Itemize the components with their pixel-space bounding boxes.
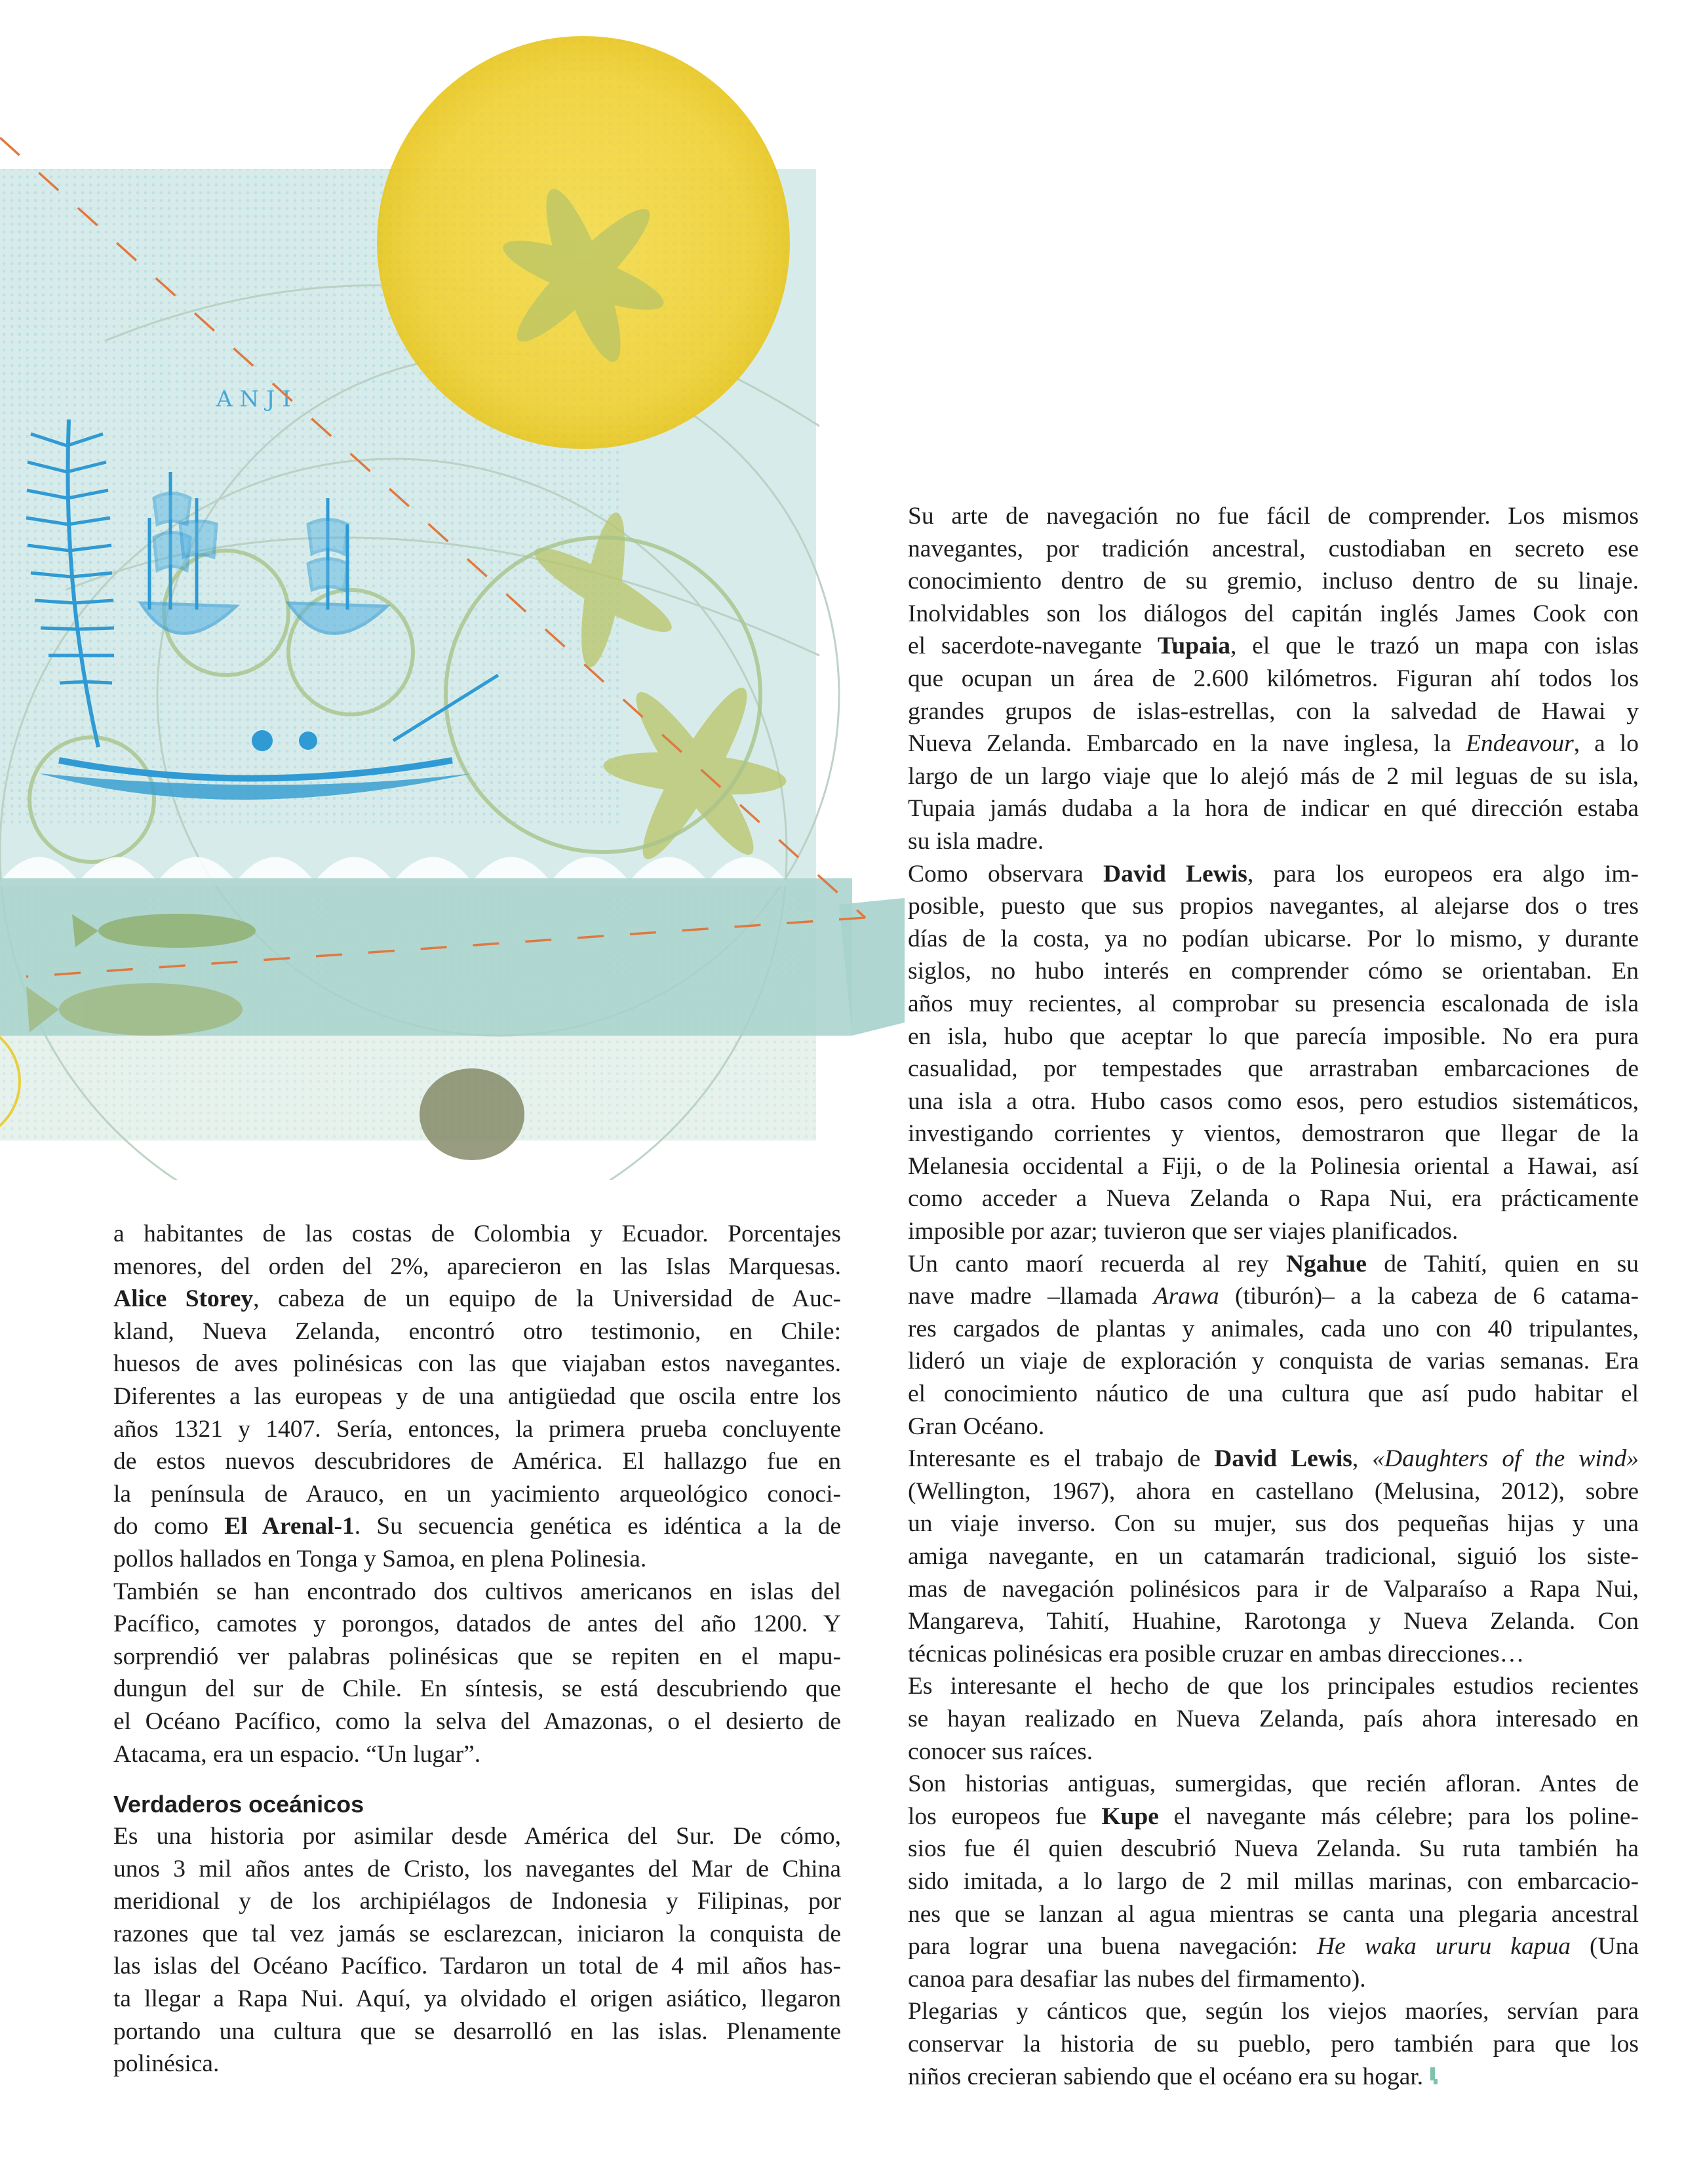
text-line: nave madre –llamada Arawa (tiburón)– a la cabeza de 6 catama- xyxy=(908,1283,1639,1310)
right-column xyxy=(908,500,1639,2093)
text-line: pollos hallados en Tonga y Samoa, en plena Polinesia. xyxy=(113,1545,647,1572)
text-line: para lograr una buena navegación: He waka ururu kapua (Una xyxy=(908,1933,1639,1960)
chant-title: He waka ururu kapua xyxy=(1317,1933,1571,1960)
text-line: niños crecieran sabiendo que el océano era su hogar. xyxy=(908,2061,1639,2094)
text-line: Es una historia por asimilar desde América del Sur. De cómo, xyxy=(113,1823,841,1850)
paragraph-arte-navegacion xyxy=(908,500,1639,858)
person-name: Alice Storey xyxy=(113,1285,254,1313)
text-line: sido imitada, a lo largo de 2 mil millas marinas, con embarcacio- xyxy=(908,1867,1639,1895)
text-line: Es interesante el hecho de que los principales estudios recientes xyxy=(908,1673,1639,1700)
text-line: (Wellington, 1967), ahora en castellano (Melusina, 2012), sobre xyxy=(908,1477,1639,1505)
text-line: años 1321 y 1407. Sería, entonces, la primera prueba concluyente xyxy=(113,1415,841,1443)
book-title: «Daughters of the wind» xyxy=(1372,1445,1639,1473)
text-line: técnicas polinésicas era posible cruzar en ambas direcciones… xyxy=(908,1640,1525,1667)
person-name: Tupaia xyxy=(1157,633,1231,660)
text-line: canoa para desafiar las nubes del firmamento). xyxy=(908,1965,1366,1993)
paragraph-david-lewis xyxy=(908,858,1639,1248)
paragraph-ngahue xyxy=(908,1248,1639,1443)
text-line: en isla, hubo que aceptar lo que parecía imposible. No era pura xyxy=(908,1023,1639,1050)
text-line: Son historias antiguas, sumergidas, que recién afloran. Antes de xyxy=(908,1770,1639,1798)
text-line: el conocimiento náutico de una cultura que así pudo habitar el xyxy=(908,1380,1639,1408)
person-name: Ngahue xyxy=(1285,1250,1367,1277)
text-line: Melanesia occidental a Fiji, o de la Polinesia oriental a Hawai, así xyxy=(908,1152,1639,1180)
text-line: Alice Storey, cabeza de un equipo de la Universidad de Auc- xyxy=(113,1285,841,1313)
text-line: largo de un largo viaje que lo alejó más de 2 mil leguas de su isla, xyxy=(908,762,1639,790)
text-line: Su arte de navegación no fue fácil de comprender. Los mismos xyxy=(908,503,1639,530)
person-name: David Lewis xyxy=(1214,1445,1352,1473)
text-line: Pacífico, camotes y porongos, datados de antes del año 1200. Y xyxy=(113,1610,841,1638)
text-line: unos 3 mil años antes de Cristo, los navegantes del Mar de China xyxy=(113,1855,841,1882)
text-line: lideró un viaje de exploración y conquista de varias semanas. Era xyxy=(908,1348,1639,1375)
ship-name: Endeavour xyxy=(1466,730,1574,758)
text-line: sios fue él quien descubrió Nueva Zelanda. Su ruta también ha xyxy=(908,1835,1639,1863)
text-line: Interesante es el trabajo de David Lewis, «Daughters of the wind» xyxy=(908,1445,1639,1473)
text-line: los europeos fue Kupe el navegante más célebre; para los poline- xyxy=(908,1803,1639,1830)
text-line: do como El Arenal-1. Su secuencia genética es idéntica a la de xyxy=(113,1513,841,1540)
text-line: posible, puesto que sus propios navegantes, al alejarse dos o tres xyxy=(908,893,1639,920)
paragraph-historia xyxy=(113,1820,841,2080)
text-line: días de la costa, ya no podían ubicarse. Por lo mismo, y durante xyxy=(908,925,1639,952)
paragraph-plegarias xyxy=(908,1995,1639,2093)
text-line: dungun del sur de Chile. En síntesis, se está descubriendo que xyxy=(113,1675,841,1703)
text-line: nes que se lanzan al agua mientras se canta una plegaria ancestral xyxy=(908,1900,1639,1928)
text-line: como acceder a Nueva Zelanda o Rapa Nui, era prácticamente xyxy=(908,1185,1639,1213)
text-line: conocer sus raíces. xyxy=(908,1738,1093,1765)
text-line: años muy recientes, al comprobar su presencia escalonada de isla xyxy=(908,990,1639,1017)
text-line: imposible por azar; tuvieron que ser viajes planificados. xyxy=(908,1218,1458,1245)
end-mark-icon xyxy=(1428,2066,1440,2086)
paragraph-cultivos xyxy=(113,1576,841,1771)
text-line: su isla madre. xyxy=(908,827,1044,855)
text-line: sorprendió ver palabras polinésicas que se repiten en el mapu- xyxy=(113,1643,841,1670)
text-line: amiga navegante, en un catamarán tradicional, siguió los siste- xyxy=(908,1543,1639,1570)
text-line: menores, del orden del 2%, aparecieron en las Islas Marquesas. xyxy=(113,1253,841,1280)
text-line: conocimiento dentro de su gremio, incluso dentro de su linaje. xyxy=(908,568,1639,595)
text-line: Nueva Zelanda. Embarcado en la nave inglesa, la Endeavour, a lo xyxy=(908,730,1639,758)
person-name: Kupe xyxy=(1101,1803,1159,1830)
text-line: el sacerdote-navegante Tupaia, el que le trazó un mapa con islas xyxy=(908,633,1639,660)
text-line: las islas del Océano Pacífico. Tardaron un total de 4 mil años has- xyxy=(113,1953,841,1980)
section-subheading: Verdaderos oceánicos xyxy=(113,1791,364,1818)
text-line: el Océano Pacífico, como la selva del Amazonas, o el desierto de xyxy=(113,1707,841,1735)
text-line: kland, Nueva Zelanda, encontró otro testimonio, en Chile: xyxy=(113,1317,841,1345)
text-line: Plegarias y cánticos que, según los viejos maoríes, servían para xyxy=(908,1998,1639,2025)
text-line: casualidad, por tempestades que arrastraban embarcaciones de xyxy=(908,1055,1639,1083)
text-line: mas de navegación polinésicos para ir de Valparaíso a Rapa Nui, xyxy=(908,1575,1639,1603)
text-line: de estos nuevos descubridores de América. El hallazgo fue en xyxy=(113,1448,841,1475)
text-line: Gran Océano. xyxy=(908,1413,1045,1440)
text-line: grandes grupos de islas-estrellas, con la salvedad de Hawai y xyxy=(908,697,1639,725)
text-line: Atacama, era un espacio. “Un lugar”. xyxy=(113,1740,481,1768)
person-name: David Lewis xyxy=(1103,860,1247,887)
text-line: que ocupan un área de 2.600 kilómetros. Figuran ahí todos los xyxy=(908,665,1639,692)
text-line: Un canto maorí recuerda al rey Ngahue de Tahití, quien en su xyxy=(908,1250,1639,1277)
text-line: Tupaia jamás dudaba a la hora de indicar en qué dirección estaba xyxy=(908,795,1639,823)
text-line: ta llegar a Rapa Nui. Aquí, ya olvidado el origen asiático, llegaron xyxy=(113,1985,841,2013)
illustration-inscription: A N J I xyxy=(216,386,291,412)
site-name: El Arenal-1 xyxy=(224,1513,355,1540)
canoe-name: Arawa xyxy=(1153,1283,1219,1310)
text-line: portando una cultura que se desarrolló en las islas. Plenamente xyxy=(113,2018,841,2045)
text-line: a habitantes de las costas de Colombia y Ecuador. Porcentajes xyxy=(113,1220,841,1247)
text-line: navegantes, por tradición ancestral, custodiaban en secreto ese xyxy=(908,535,1639,562)
text-line: conservar la historia de su pueblo, pero también para que los xyxy=(908,2030,1639,2057)
text-line: una isla a otra. Hubo casos como esos, pero estudios sistemáticos, xyxy=(908,1087,1639,1115)
text-line: se hayan realizado en Nueva Zelanda, país ahora interesado en xyxy=(908,1705,1639,1732)
text-line: Diferentes a las europeas y de una antigüedad que oscila entre los xyxy=(113,1382,841,1410)
text-line: polinésica. xyxy=(113,2050,220,2078)
text-line: la península de Arauco, en un yacimiento arqueológico conoci- xyxy=(113,1480,841,1508)
text-line: un viaje inverso. Con su mujer, sus dos pequeñas hijas y una xyxy=(908,1510,1639,1538)
collage-illustration xyxy=(0,0,918,1180)
paragraph-daughters-of-the-wind xyxy=(908,1443,1639,1670)
text-line: investigando corrientes y vientos, demostraron que llegar de la xyxy=(908,1120,1639,1148)
paragraph-storey xyxy=(113,1218,841,1576)
text-line: meridional y de los archipiélagos de Indonesia y Filipinas, por xyxy=(113,1888,841,1915)
paragraph-kupe xyxy=(908,1768,1639,1995)
text-line: res cargados de plantas y animales, cada uno con 40 tripulantes, xyxy=(908,1315,1639,1342)
text-line: siglos, no hubo interés en comprender cómo se orientaban. En xyxy=(908,958,1639,985)
text-line: Mangareva, Tahití, Huahine, Rarotonga y Nueva Zelanda. Con xyxy=(908,1608,1639,1635)
text-line: Inolvidables son los diálogos del capitán inglés James Cook con xyxy=(908,600,1639,627)
paragraph-estudios xyxy=(908,1670,1639,1768)
text-line: razones que tal vez jamás se esclarezcan, iniciaron la conquista de xyxy=(113,1920,841,1947)
text-line: También se han encontrado dos cultivos americanos en islas del xyxy=(113,1578,841,1605)
left-column xyxy=(113,1218,841,2080)
text-line: huesos de aves polinésicas con las que viajaban estos navegantes. xyxy=(113,1350,841,1378)
text-line: Como observara David Lewis, para los europeos era algo im- xyxy=(908,860,1639,887)
